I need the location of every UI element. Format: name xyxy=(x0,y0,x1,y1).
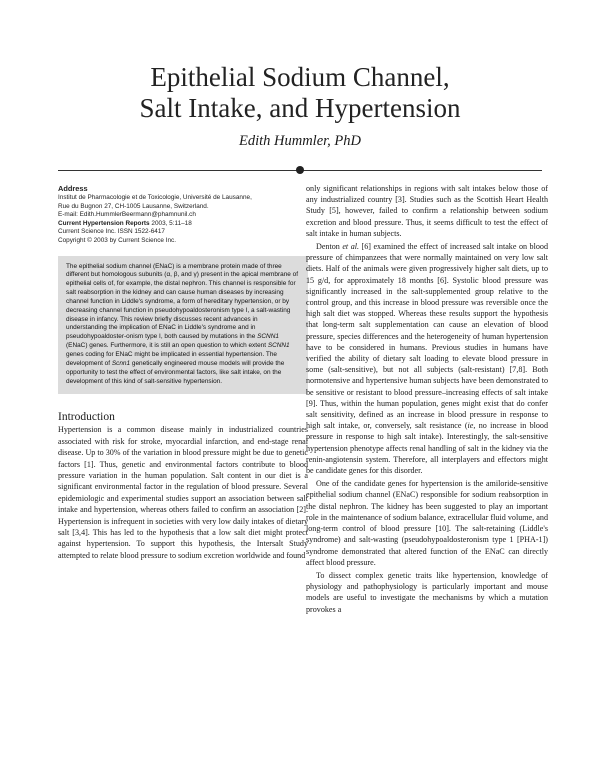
address-line-2: Rue du Bugnon 27, CH-1005 Lausanne, Switzerland. xyxy=(58,202,209,210)
address-block xyxy=(58,184,308,246)
address-heading: Address xyxy=(58,184,88,193)
right-paragraph-4: To dissect complex genetic traits like hypertension, knowledge of physiology and pathophysiology is particularly important and mouse models are useful to investigate the mechanisms by which a mutation provokes a xyxy=(306,570,548,614)
copyright-line: Copyright © 2003 by Current Science Inc. xyxy=(58,236,177,244)
address-line-1: Institut de Pharmacologie et de Toxicologie, Université de Lausanne, xyxy=(58,194,252,201)
abstract-part-2: (ENaC) genes. Furthermore, it is still an open question to which extent xyxy=(66,342,268,350)
divider-bullet xyxy=(296,166,304,174)
abstract-gene-3: Scnn1 xyxy=(111,359,131,367)
right-paragraph-3: One of the candidate genes for hypertension is the amiloride-sensitive epithelial sodium channel (ENaC) responsible for sodium reabsorption in the distal nephron. The kidney has been suggested to play an important role in the maintenance of sodium balance, extracellular fluid volume, and long-term control of blood pressure [10]. The salt-retaining (Liddle's syndrome) and salt-wasting (pseudohypoaldosteronism type 1 [PHA-1]) syndrome demonstrated that altered function of the ENaC can directly affect blood pressure. xyxy=(306,479,548,567)
para2-part-a: Denton xyxy=(316,242,343,252)
author-name: Edith Hummler, PhD xyxy=(238,133,362,149)
left-column xyxy=(58,184,308,561)
right-column xyxy=(306,183,548,615)
introduction-heading: Introduction xyxy=(58,411,115,424)
abstract-part-3: genes coding for ENaC might be implicated in essential hypertension. The development of xyxy=(66,351,278,367)
citation-volume: 2003, 5:11–18 xyxy=(149,219,192,227)
abstract-part-1: The epithelial sodium channel (ENaC) is a membrane protein made of three different but homologous subunits (α, β, and γ) present in the apical membrane of epithelial cells of, for example, the distal nephron. This channel is responsible for salt reabsorption in the kidney and can cause human diseases by increasing channel function in Liddle's syndrome, a form of hereditary hypertension, or by decreasing channel function in pseudohypoaldosteronism type I, a salt-wasting disease in infancy. This review briefly discusses recent advances in understanding the implication of ENaC in Liddle's syndrome and in pseudohypoaldoster-onism type I, both caused by mutations in the xyxy=(66,262,299,341)
journal-citation xyxy=(58,220,308,229)
abstract-box xyxy=(58,256,308,395)
para2-etal: et al. xyxy=(342,242,360,252)
abstract-gene-1: SCNN1 xyxy=(257,333,279,341)
para2-part-b: [6] examined the effect of increased salt intake on blood pressure of chimpanzees that were normally maintained on very low salt diets. Half of the animals were given progressively higher salt diets, up to 15 g/d, for approximately 18 months [6]. Systolic blood pressure was significantly increased in the salt-supplemented group relative to the control group, and this increase in blood pressure was reversible once the high salt diet was stopped. Whereas these results support the hypothesis that long-term salt supplementation can cause an elevation of blood pressure, species differences and the heterogeneity of human hypertension have to be considered in humans. Previous studies in humans have verified the ability of dietary salt loading to elevate blood pressure in some (salt-sensitive), but not all subjects (salt-resistant) [7,8]. Both normotensive and hypertensive human subjects have been demonstrated to be sensitive or resistant to blood pressure–increasing effects of salt intake [9]. Thus, within the human population, genes might exist that do confer salt sensitivity, defined as an increase in blood pressure in response to high salt intake, or, conversely, salt resistance ( xyxy=(306,242,548,431)
introduction-paragraph: Hypertension is a common disease mainly in industrialized countries associated with risk for stroke, myocardial infarction, and end-stage renal disease. Up to 30% of the variation in blood pressure might be due to genetic factors [1]. Thus, genetic and environmental factors contribute to blood pressure variation in the human population. Salt content in our diet is a significant environmental factor in the regulation of blood pressure. Several epidemiologic and experimental studies support an association between salt intake and hypertension, whereas others failed to confirm an association [2]. Hypertension is infrequent in societies with very low daily intakes of dietary salt [3,4]. This has led to the hypothesis that a low salt diet might protect against hypertension. To support this hypothesis, the Intersalt Study attempted to relate blood pressure to sodium excretion worldwide and found xyxy=(58,425,308,560)
para2-part-c: , no increase in blood pressure in response to high salt intake). Interestingly, the salt-sensitive hypertension phenotype affects renal handling of salt in the kidney via the renin-angiotensin system. Therefore, all interplayers and effectors might be candidate genes for this disorder. xyxy=(306,421,548,476)
journal-name: Current Hypertension Reports xyxy=(58,219,150,227)
title-line-2: Salt Intake, and Hypertension xyxy=(139,93,461,123)
right-paragraph-1: only significant relationships in regions with salt intakes below those of any industrialized country [3]. Studies such as the Scottish Heart Health Study [5], however, failed to confirm a relationship between sodium excretion and blood pressure. Thus, it seems difficult to test the effect of salt intake in human subjects. xyxy=(306,184,548,238)
abstract-text xyxy=(66,263,300,387)
abstract-gene-2: SCNN1 xyxy=(267,342,290,350)
address-email: E-mail: Edith.HummlerBeermann@phamnunil.ch xyxy=(58,211,196,219)
title-line-1: Epithelial Sodium Channel, xyxy=(150,62,450,92)
article-title xyxy=(0,62,600,124)
para2-ie: ie xyxy=(467,421,474,431)
publisher-line: Current Science Inc. ISSN 1522-6417 xyxy=(58,228,165,236)
right-paragraph-2 xyxy=(306,241,548,476)
abstract-part-4: genetically engineered mouse models will provide the opportunity to test the effect of environmental factors, like salt intake, on the development of this kind of salt-sensitive hypertension. xyxy=(66,359,285,385)
